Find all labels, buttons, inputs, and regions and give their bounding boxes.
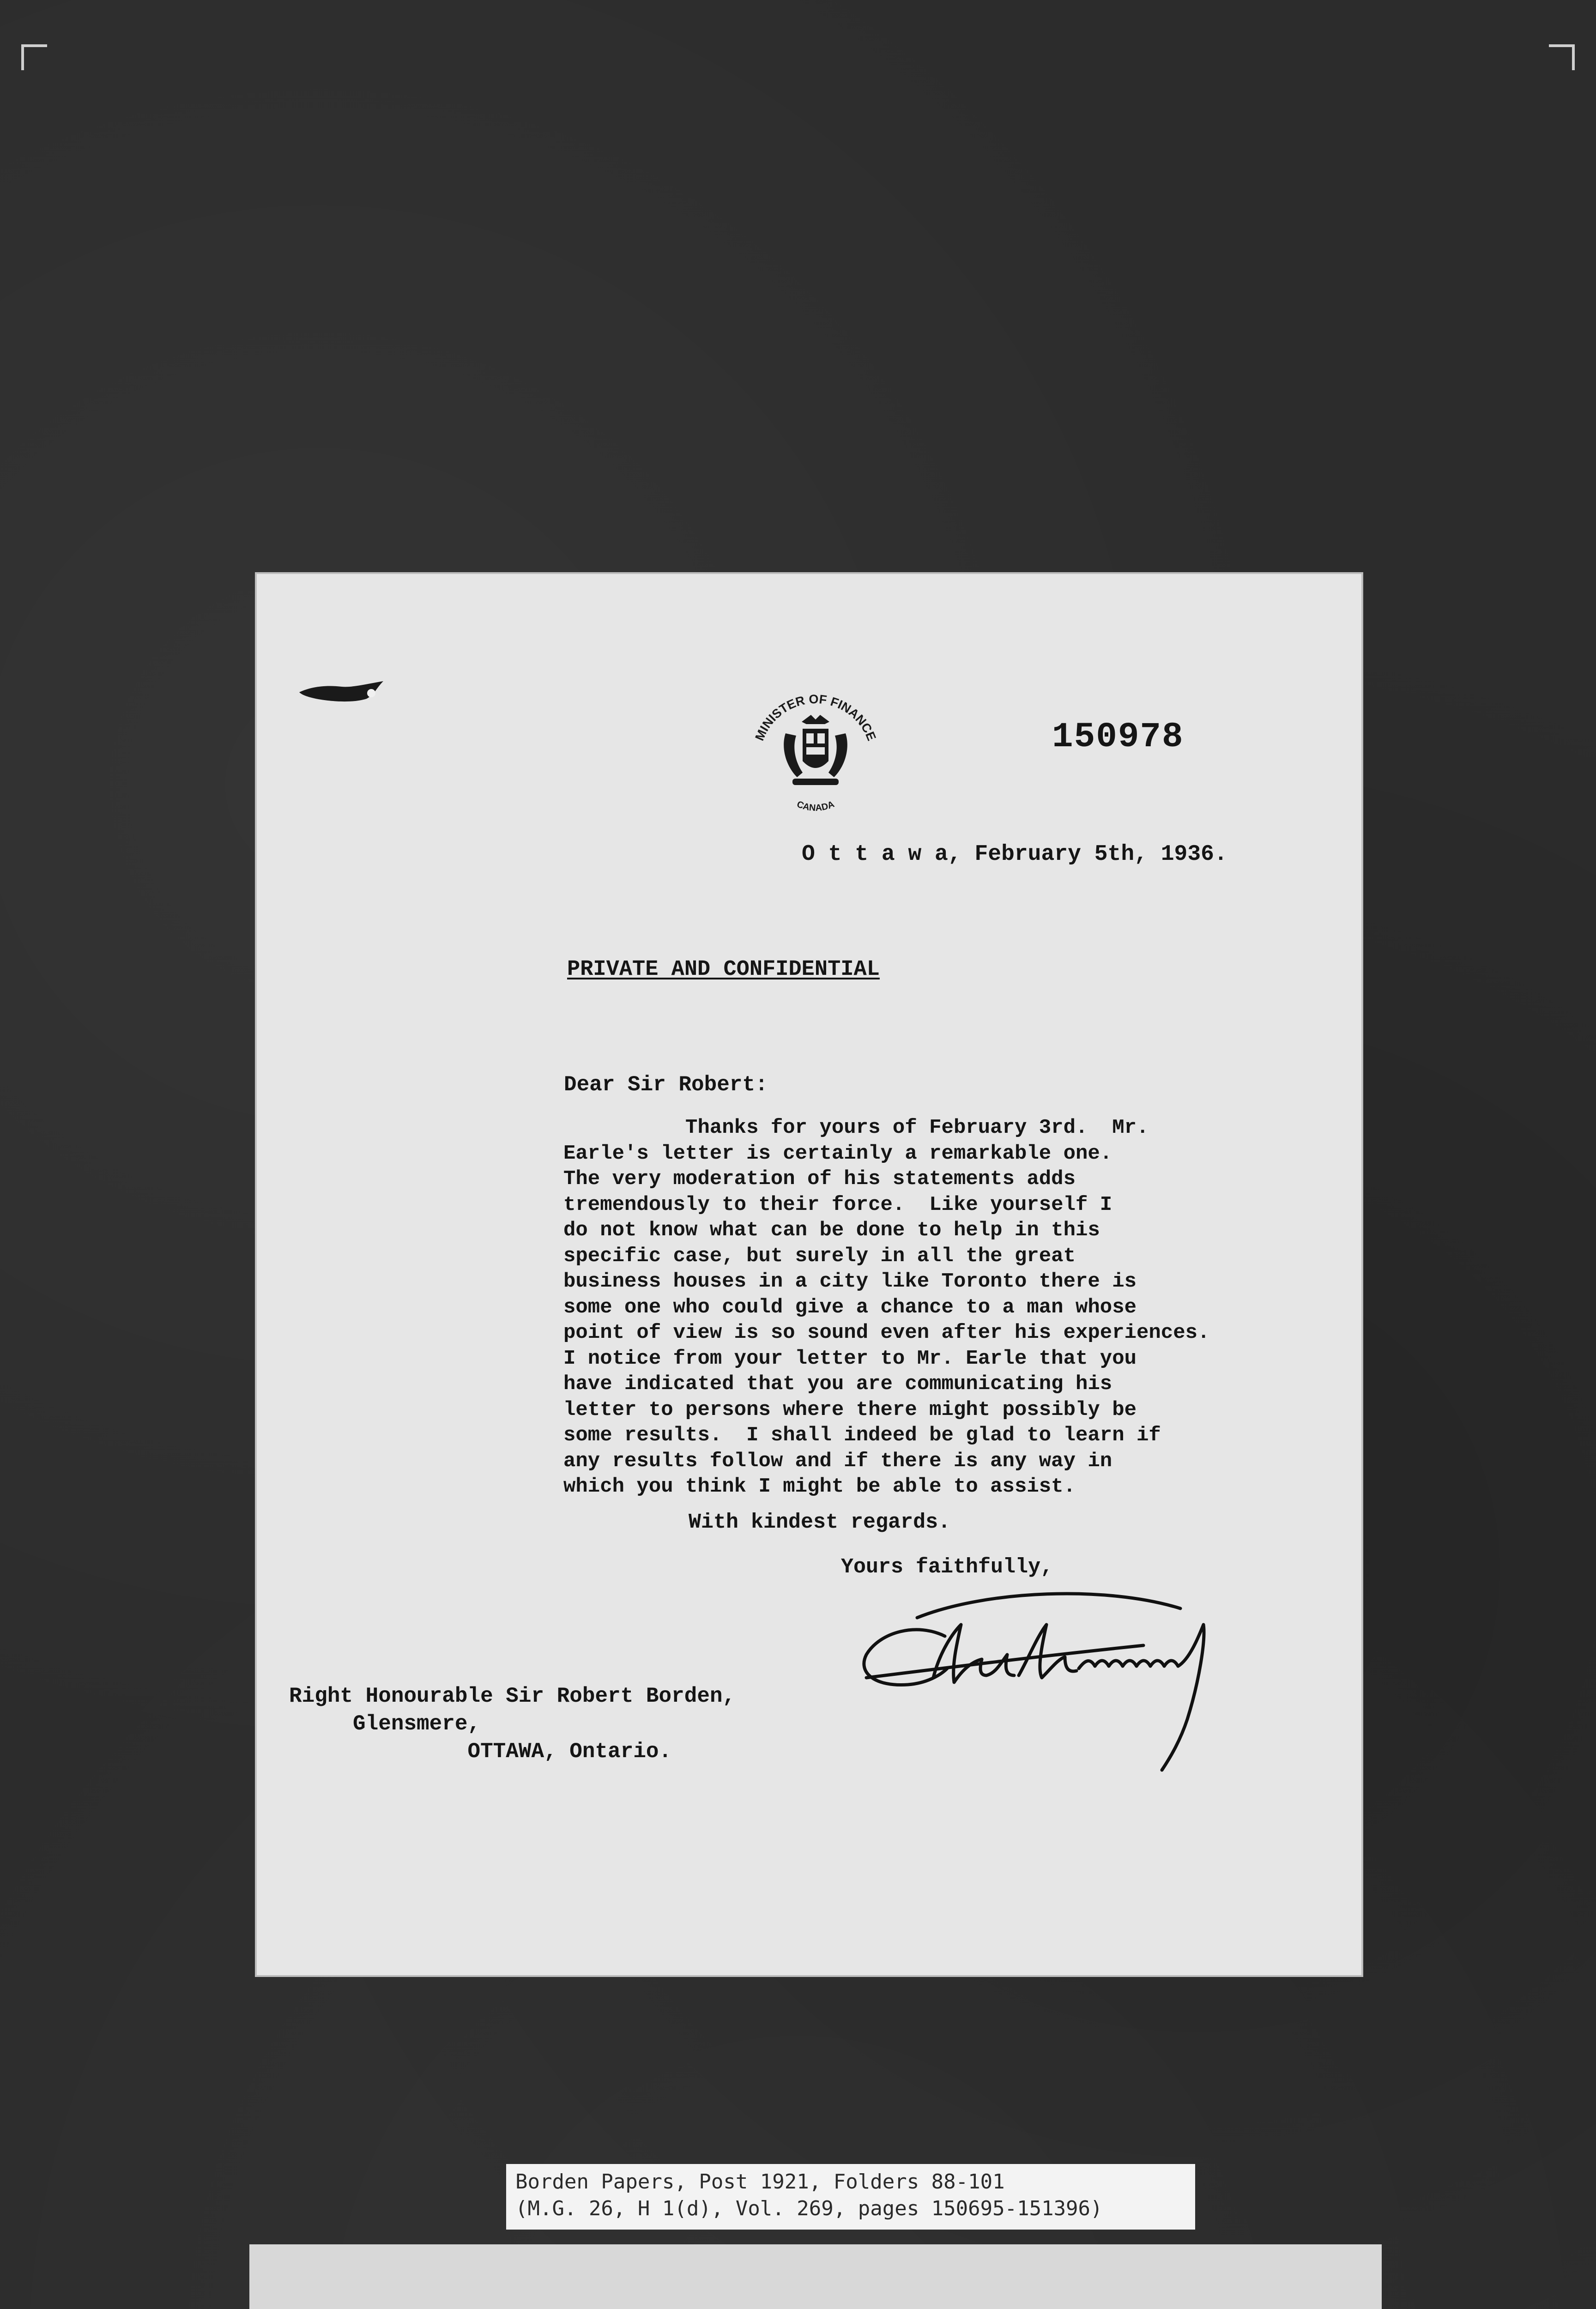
minister-of-finance-crest [742,678,889,816]
archive-reference-line: Borden Papers, Post 1921, Folders 88-101 [515,2170,1005,2194]
svg-text:MINISTER OF FINANCE: MINISTER OF FINANCE [752,692,879,743]
body-line: tremendously to their force. Like yourself I [563,1193,1112,1216]
body-line: letter to persons where there might possibly be [563,1398,1137,1421]
salutation: Dear Sir Robert: [564,1073,768,1097]
body-line: business houses in a city like Toronto there is [563,1270,1137,1293]
film-corner-mark-right [1549,44,1575,70]
confidential-heading: PRIVATE AND CONFIDENTIAL [567,957,880,982]
body-line: some one who could give a chance to a man whose [563,1295,1137,1319]
body-line: Thanks for yours of February 3rd. Mr. [563,1116,1149,1139]
body-line: some results. I shall indeed be glad to learn if [563,1424,1161,1447]
svg-text:CANADA: CANADA [795,799,836,813]
body-line: do not know what can be done to help in this [563,1219,1100,1242]
film-corner-mark-left [21,44,47,70]
body-line: The very moderation of his statements adds [563,1167,1076,1191]
closing-line: With kindest regards. [689,1511,951,1534]
tear-mark [297,680,385,704]
body-line: have indicated that you are communicating his [563,1372,1112,1396]
recipient-line: OTTAWA, Ontario. [289,1740,672,1764]
letter-body [563,1115,1209,1500]
archive-reference-line: (M.G. 26, H 1(d), Vol. 269, pages 150695-151396) [515,2197,1103,2220]
body-line: any results follow and if there is any way in [563,1449,1112,1473]
body-line: specific case, but surely in all the great [563,1244,1076,1268]
document-number: 150978 [1052,717,1184,757]
recipient-line: Glensmere, [289,1712,481,1736]
handwritten-signature [848,1581,1277,1775]
body-line: Earle's letter is certainly a remarkable one. [563,1142,1112,1165]
complimentary-close: Yours faithfully, [841,1555,1053,1579]
dateline: O t t a w a, February 5th, 1936. [802,842,1227,867]
body-line: I notice from your letter to Mr. Earle that you [563,1347,1137,1370]
body-line: which you think I might be able to assist. [563,1475,1076,1498]
letter-sheet [257,574,1361,1975]
body-line: point of view is so sound even after his experiences. [563,1321,1210,1344]
public-archives-card [249,2244,1382,2309]
archive-reference-label [506,2164,1195,2230]
recipient-address [289,1682,735,1765]
recipient-line: Right Honourable Sir Robert Borden, [289,1684,736,1708]
